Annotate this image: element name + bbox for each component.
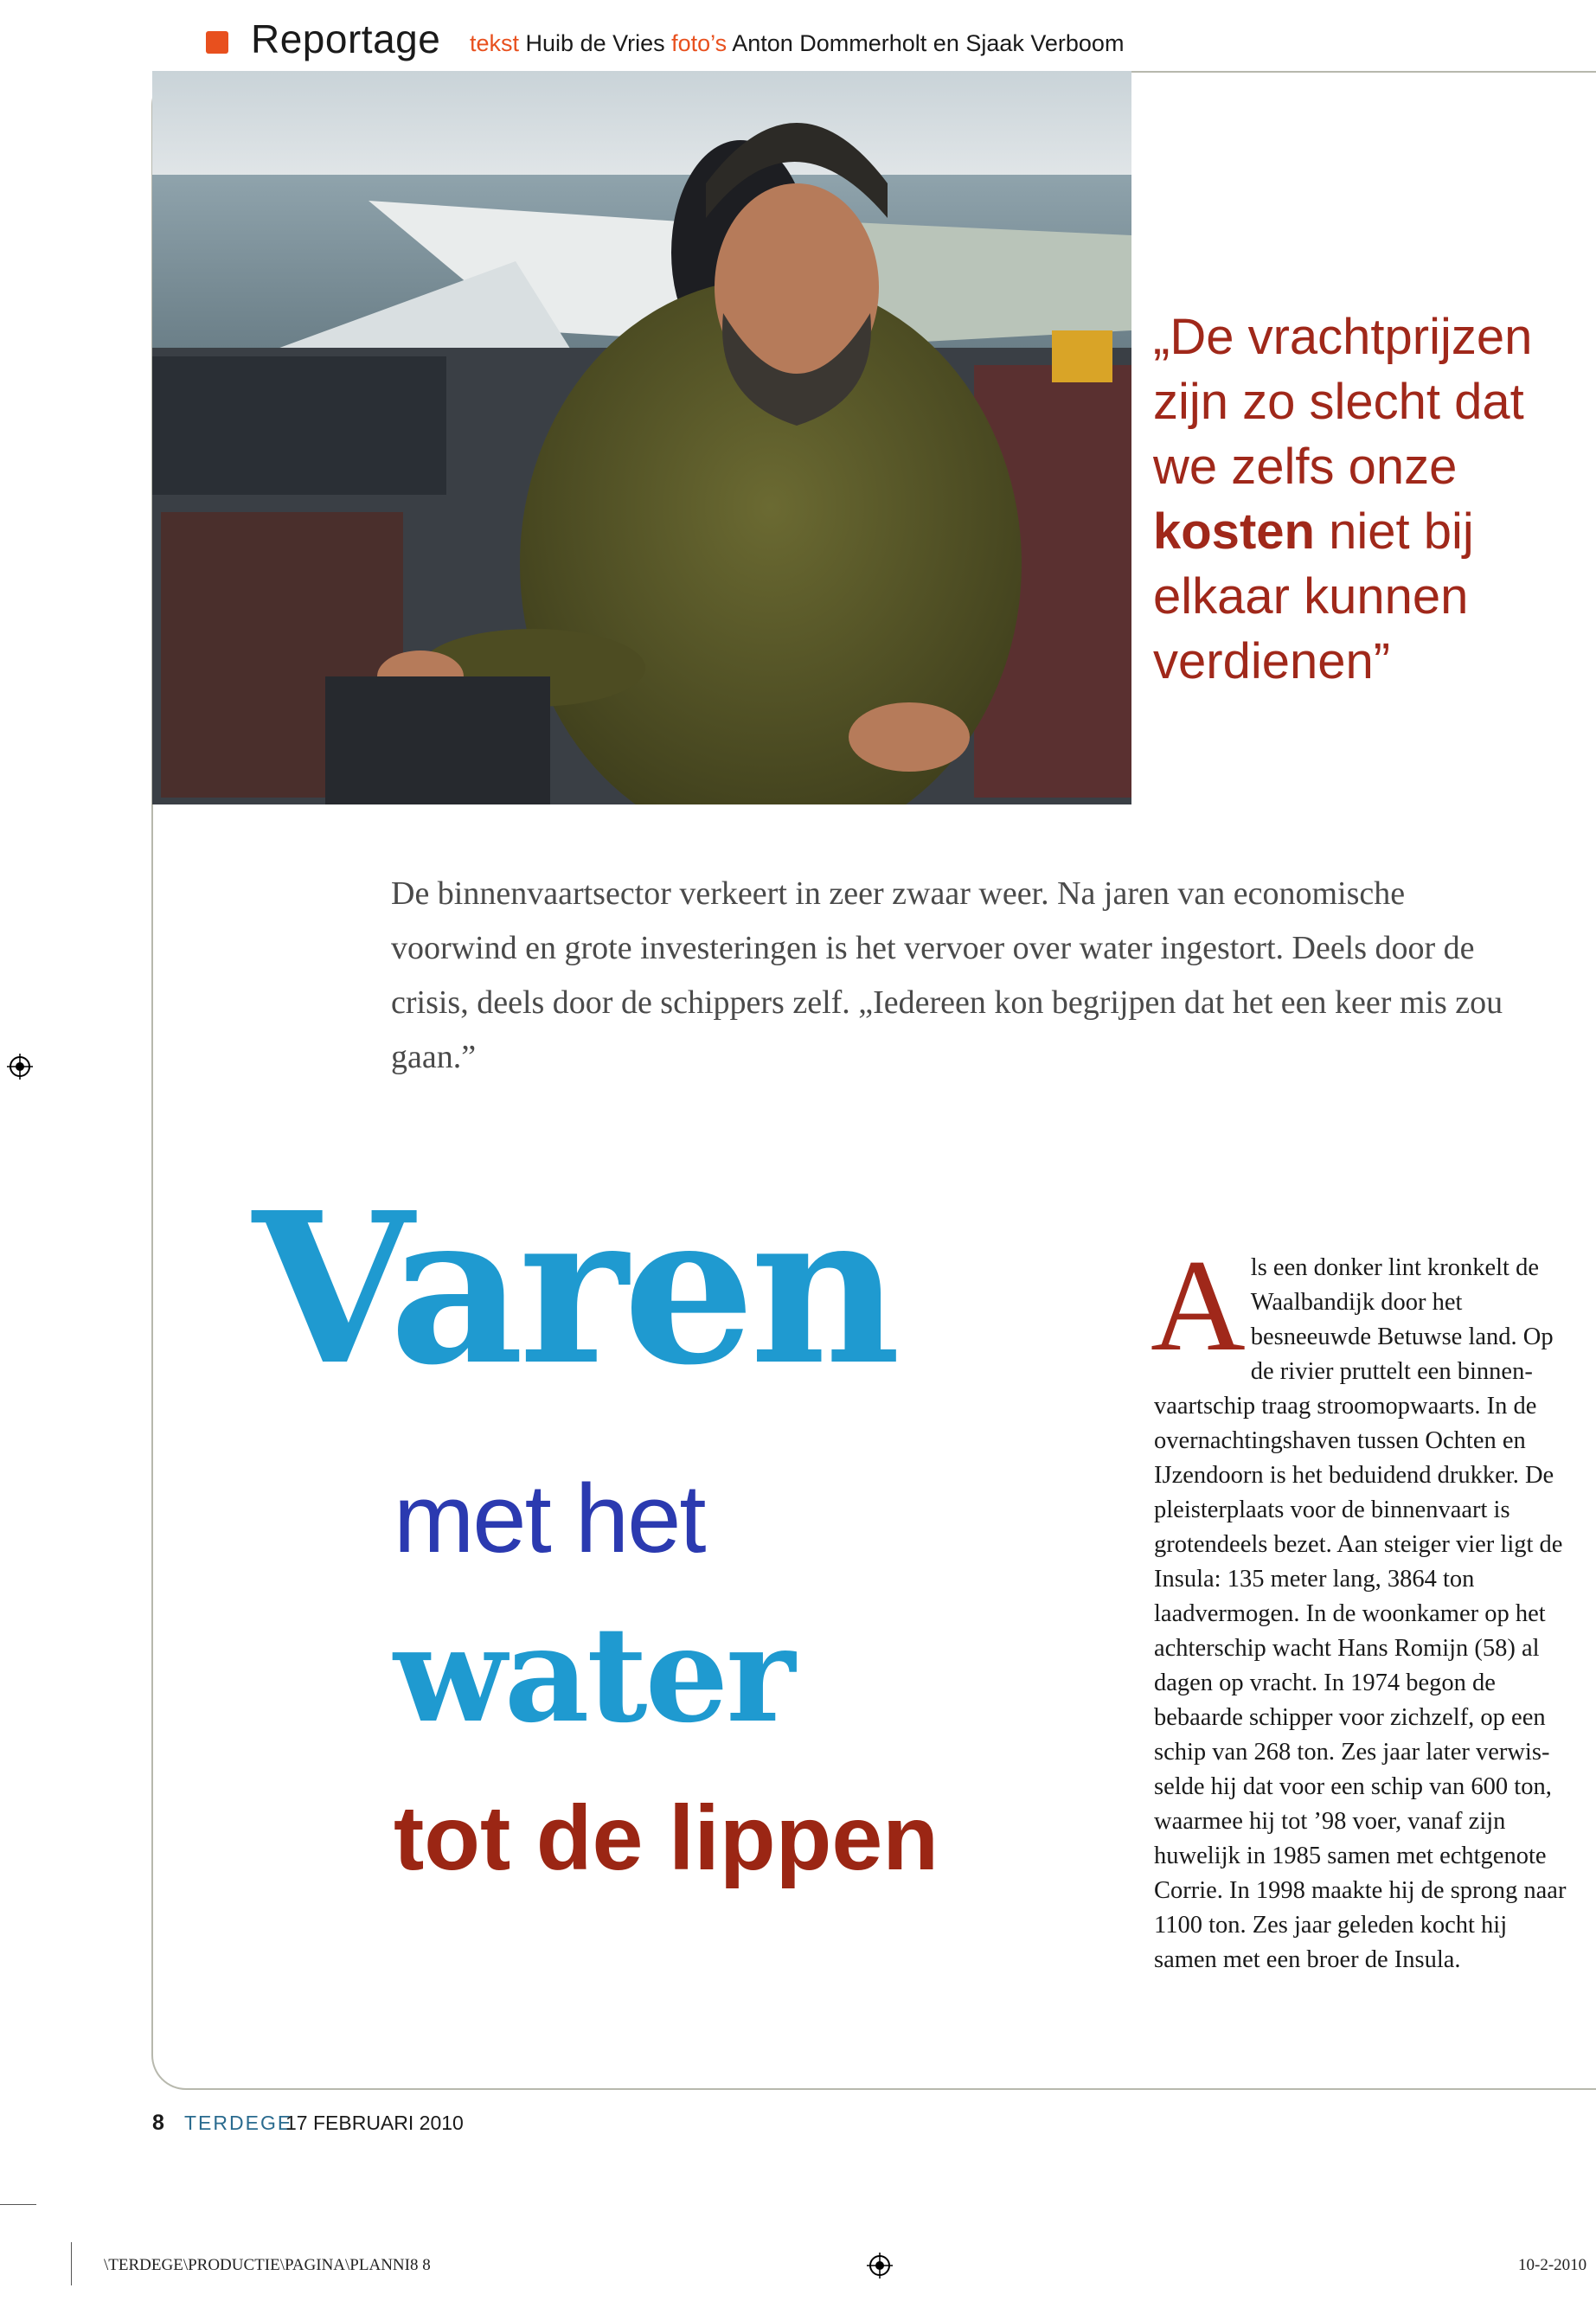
rubric-label: Reportage [251,16,441,61]
print-slug: \TERDEGE\PRODUCTIE\PAGINA\PLANNI8 8 [104,2256,431,2274]
registration-mark-icon [867,2253,893,2279]
headline-line-1: Varen [253,1167,896,1411]
rubric-marker [206,31,228,54]
issue-date: 17 FEBRUARI 2010 [285,2112,464,2134]
pull-quote-emphasis: kosten [1153,503,1315,560]
crop-mark [0,2204,36,2205]
hero-photo [152,71,1131,804]
headline-line-3: water [394,1597,793,1752]
byline-text-label: tekst [470,30,520,56]
drop-cap: A [1151,1233,1246,1378]
body-text-column [1151,1233,1569,1977]
body-text: ls een donker lint kronkelt de Waalbandijk door het besneeuwde Betuwse land. Op de rivier pruttelt een binnenvaartschip traag stroomopwaarts. In de overnachtingshaven tussen Ochten en IJzendoorn is het beduidend drukker. De pleisterplaats voor de binnenvaart is grotendeels bezet. Aan steiger vier ligt de Insula: 135 meter lang, 3864 ton laadvermogen. In de woonkamer op het achterschip wacht Hans Romijn (58) al dagen op vracht. In 1974 begon de bebaarde schipper voor zichzelf, op een schip van 268 ton. Zes jaar later verwisselde hij dat voor een schip van 600 ton, waarmee hij tot ’98 voer, vanaf zijn huwelijk in 1985 samen met echtgenote Corrie. In 1998 maakte hij de sprong naar 1100 ton. Zes jaar geleden kocht hij samen met een broer de Insula. [1154,1254,1567,1973]
byline [470,30,1124,57]
skipper-in-wheelhouse-image [152,71,1131,804]
byline-photographers: Anton Dommerholt en Sjaak Verboom [732,30,1125,56]
pull-quote-tail: niet bij elkaar kunnen verdienen” [1153,503,1474,689]
intro-paragraph: De binnenvaartsector verkeert in zeer zwaar weer. Na jaren van economische voorwind en grote investeringen is het vervoer over water ingestort. Deels door de crisis, deels door de schippers zelf. „Iedereen kon begrijpen dat het een keer mis zou gaan.” [391,875,1503,1075]
pull-quote-lead: „De vrachtprijzen zijn zo slecht dat we zelfs onze [1153,309,1533,495]
byline-photo-label: foto’s [671,30,727,56]
headline-line-2: met het [394,1465,705,1573]
headline-line-4: tot de lippen [394,1787,939,1889]
crop-mark [71,2242,72,2285]
magazine-name: TERDEGE [184,2112,293,2134]
byline-author: Huib de Vries [525,30,665,56]
pull-quote [1153,304,1568,694]
print-date: 10-2-2010 [1518,2256,1587,2274]
registration-mark-icon [7,1054,33,1080]
page-number: 8 [152,2111,164,2135]
